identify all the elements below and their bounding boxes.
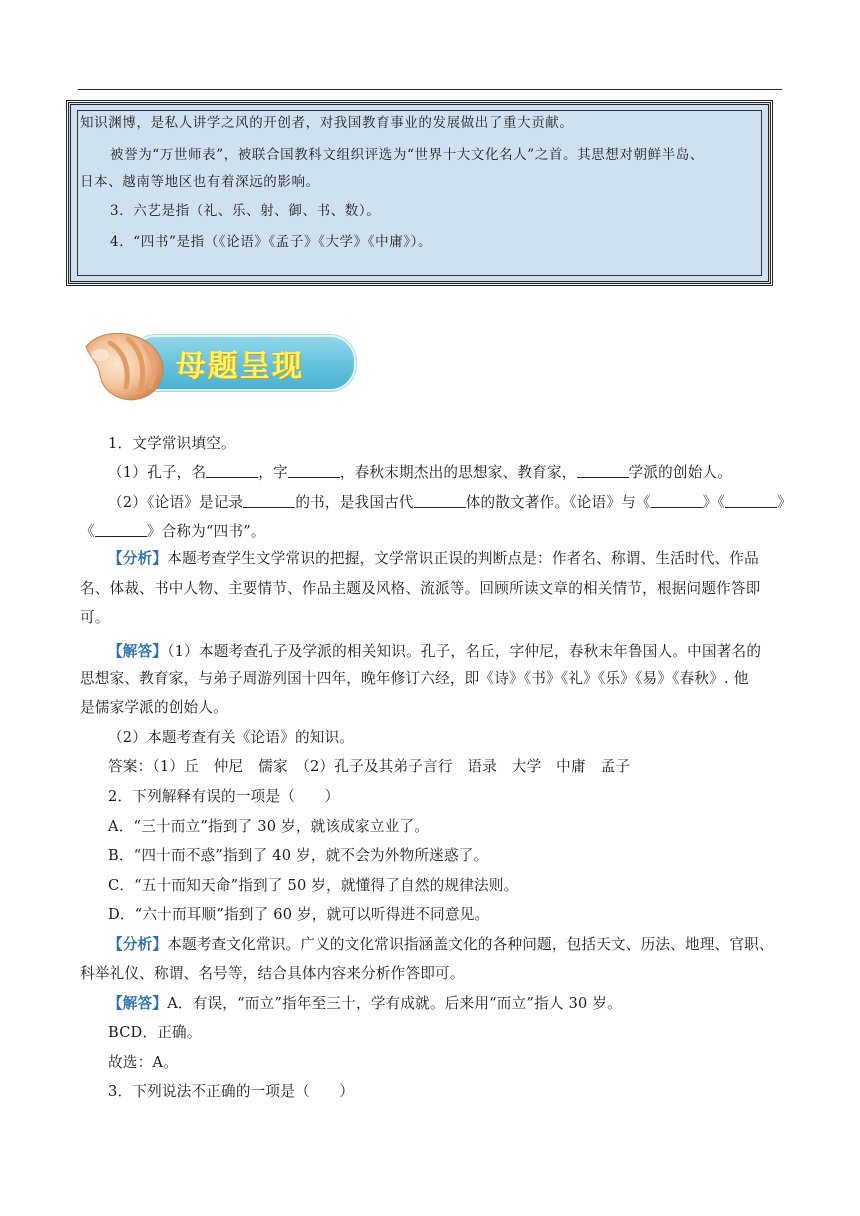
box-line-3: 日本、越南等地区也有着深远的影响。 xyxy=(80,174,320,190)
q1-answer-2: 思想家、教育家，与弟子周游列国十四年，晚年修订六经，即《诗》《书》《礼》《乐》《易》《春秋》. 他 xyxy=(80,670,749,687)
q1-line-2 xyxy=(108,491,792,512)
q1-analysis-1 xyxy=(108,547,759,568)
fill-blank xyxy=(577,463,629,478)
q1-l2-c: 体的散文著作。《论语》与《 xyxy=(465,494,651,511)
q1-line-3 xyxy=(80,520,266,541)
q2-option-b: B．“四十而不惑”指到了 40 岁，就不会为外物所迷惑了。 xyxy=(108,847,489,864)
knowledge-box xyxy=(68,102,771,284)
q1-l1-b: ，字 xyxy=(258,464,288,481)
answer-tag: 【解答】 xyxy=(108,643,168,660)
q2-stem: 2．下列解释有误的一项是（ ） xyxy=(108,788,340,805)
q2-analysis-1 xyxy=(108,933,774,954)
q1-answer-text-1: （1）本题考查孔子及学派的相关知识。孔子，名丘，字仲尼，春秋末年鲁国人。中国著名的 xyxy=(167,643,762,660)
q1-l1-c: ，春秋末期杰出的思想家、教育家， xyxy=(339,464,577,481)
q1-l3-a: 《 xyxy=(80,523,95,540)
seashell-icon xyxy=(80,325,170,403)
q1-answer-3: 是儒家学派的创始人。 xyxy=(80,699,228,716)
q1-analysis-3: 可。 xyxy=(80,609,110,626)
header-rule xyxy=(78,89,782,90)
fill-blank xyxy=(95,522,147,537)
fill-blank xyxy=(288,463,340,478)
q1-l2-d: 》《 xyxy=(702,494,726,511)
q2-answer-2: BCD．正确。 xyxy=(108,1024,202,1041)
q2-answer-1 xyxy=(108,992,622,1013)
q1-l2-e: 》 xyxy=(777,494,792,511)
q1-answer-1 xyxy=(108,640,761,661)
q1-line-1 xyxy=(108,461,732,482)
answer-tag: 【解答】 xyxy=(108,995,168,1012)
box-line-4: 3．六艺是指（礼、乐、射、御、书、数）。 xyxy=(110,203,381,219)
fill-blank xyxy=(206,463,258,478)
analysis-tag: 【分析】 xyxy=(108,936,168,953)
fill-blank xyxy=(651,493,703,508)
analysis-tag: 【分析】 xyxy=(108,550,168,567)
q1-l2-b: 的书，是我国古代 xyxy=(295,494,414,511)
q1-l1-a: （1）孔子，名 xyxy=(108,464,207,481)
knowledge-box-inner-border xyxy=(77,110,762,276)
fill-blank xyxy=(414,493,466,508)
q2-answer-text-1: A．有误，“而立”指年至三十，学有成就。后来用“而立”指人 30 岁。 xyxy=(167,995,622,1012)
fill-blank xyxy=(243,493,295,508)
q1-analysis-text-1: 本题考查学生文学常识的把握，文学常识正误的判断点是：作者名、称谓、生活时代、作品 xyxy=(167,550,759,567)
q2-option-d: D．“六十而耳顺”指到了 60 岁，就可以听得进不同意见。 xyxy=(108,906,490,923)
box-line-2: 被誉为“万世师表”，被联合国教科文组织评选为“世界十大文化名人”之首。其思想对朝鲜半岛、 xyxy=(110,147,705,163)
q1-l3-b: 》合称为“四书”。 xyxy=(146,523,266,540)
q2-analysis-text-1: 本题考查文化常识。广义的文化常识指涵盖文化的各种问题，包括天文、历法、地理、官职、 xyxy=(167,936,774,953)
box-line-5: 4．“四书”是指（《论语》《孟子》《大学》《中庸》）。 xyxy=(110,234,433,250)
q2-option-a: A．“三十而立”指到了 30 岁，就该成家立业了。 xyxy=(108,818,429,835)
box-line-1: 知识渊博，是私人讲学之风的开创者，对我国教育事业的发展做出了重大贡献。 xyxy=(80,115,574,131)
banner-title: 母题呈现 xyxy=(176,349,304,384)
q1-answer-key: 答案：（1）丘 仲尼 儒家 （2）孔子及其弟子言行 语录 大学 中庸 孟子 xyxy=(108,758,631,775)
q2-option-c: C．“五十而知天命”指到了 50 岁，就懂得了自然的规律法则。 xyxy=(108,877,519,894)
fill-blank xyxy=(725,493,777,508)
q1-l2-a: （2）《论语》是记录 xyxy=(108,494,244,511)
q1-answer-4: （2）本题考查有关《论语》的知识。 xyxy=(108,729,355,746)
q1-analysis-2: 名、体裁、书中人物、主要情节、作品主题及风格、流派等。回顾所读文章的相关情节，根据问题作答即 xyxy=(80,580,761,597)
q1-l1-d: 学派的创始人。 xyxy=(628,464,733,481)
q1-stem: 1．文学常识填空。 xyxy=(108,435,236,452)
q2-analysis-2: 科举礼仪、称谓、名号等，结合具体内容来分析作答即可。 xyxy=(80,965,465,982)
q3-stem: 3．下列说法不正确的一项是（ ） xyxy=(108,1083,355,1100)
q2-answer-3: 故选：A。 xyxy=(108,1054,178,1071)
section-banner xyxy=(80,325,360,403)
